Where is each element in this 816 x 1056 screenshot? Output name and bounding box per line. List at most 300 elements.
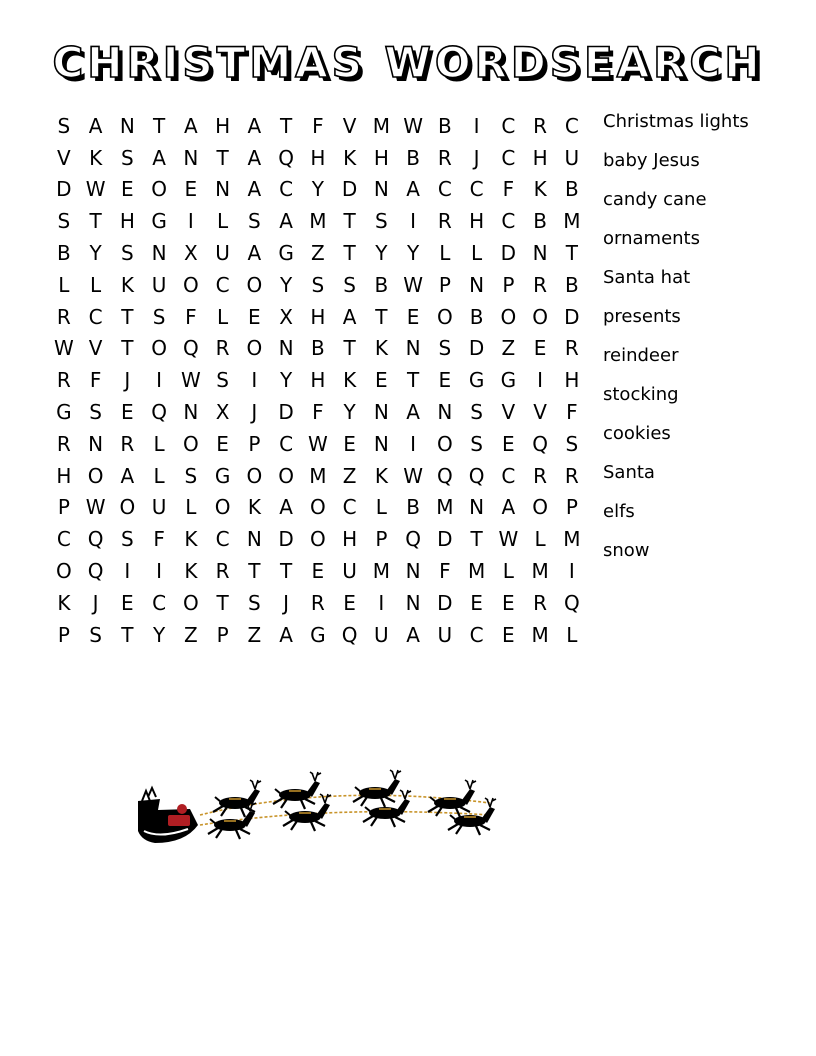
grid-letter: Z bbox=[247, 622, 262, 647]
grid-letter: P bbox=[375, 527, 388, 552]
grid-letter: T bbox=[280, 113, 293, 138]
grid-letter: U bbox=[215, 241, 230, 266]
grid-letter: Q bbox=[87, 559, 104, 584]
grid-letter: L bbox=[185, 495, 197, 520]
grid-letter: L bbox=[90, 272, 102, 297]
grid-letter: G bbox=[500, 368, 517, 393]
grid-letter: H bbox=[310, 145, 326, 170]
grid-letter: B bbox=[57, 241, 71, 266]
grid-letter: Z bbox=[501, 336, 516, 361]
grid-letter: I bbox=[568, 559, 575, 584]
grid-letter: U bbox=[151, 495, 167, 520]
grid-letter: Y bbox=[280, 272, 293, 297]
letter-grid bbox=[48, 110, 588, 651]
grid-letter: N bbox=[119, 113, 135, 138]
grid-letter: S bbox=[565, 431, 579, 456]
grid-letter: V bbox=[533, 400, 547, 425]
grid-letter: D bbox=[437, 590, 453, 615]
grid-letter: A bbox=[279, 622, 293, 647]
grid-letter: W bbox=[53, 336, 74, 361]
grid-letter: C bbox=[469, 177, 484, 202]
grid-letter: C bbox=[279, 177, 294, 202]
grid-letter: U bbox=[374, 622, 389, 647]
grid-letter: O bbox=[246, 272, 263, 297]
grid-letter: T bbox=[121, 336, 134, 361]
reindeer-icon bbox=[213, 780, 261, 817]
grid-letter: N bbox=[183, 400, 199, 425]
grid-letter: S bbox=[248, 590, 261, 615]
grid-letter: R bbox=[564, 463, 579, 488]
grid-letter: W bbox=[307, 431, 328, 456]
grid-letter: Y bbox=[311, 177, 324, 202]
grid-letter: H bbox=[469, 209, 485, 234]
grid-letter: N bbox=[405, 590, 421, 615]
grid-letter: K bbox=[89, 145, 103, 170]
grid-letter: L bbox=[534, 527, 546, 552]
grid-letter: S bbox=[121, 145, 134, 170]
word-list-item: baby Jesus bbox=[603, 150, 700, 171]
grid-letter: Q bbox=[183, 336, 199, 361]
grid-letter: K bbox=[343, 368, 357, 393]
grid-letter: R bbox=[437, 145, 452, 170]
grid-letter: D bbox=[341, 177, 358, 202]
grid-letter: W bbox=[403, 113, 424, 138]
grid-letter: E bbox=[311, 559, 325, 584]
grid-letter: A bbox=[279, 495, 293, 520]
grid-letter: Y bbox=[375, 241, 388, 266]
grid-letter: E bbox=[470, 590, 483, 615]
grid-letter: R bbox=[215, 336, 230, 361]
grid-letter: S bbox=[311, 272, 325, 297]
word-list-item: candy cane bbox=[603, 189, 707, 210]
grid-letter: L bbox=[58, 272, 70, 297]
grid-letter: P bbox=[57, 622, 70, 647]
grid-letter: O bbox=[151, 336, 167, 361]
grid-letter: B bbox=[565, 177, 579, 202]
grid-letter: V bbox=[501, 400, 516, 425]
word-list-item: snow bbox=[603, 540, 650, 561]
grid-letter: C bbox=[56, 527, 71, 552]
grid-letter: F bbox=[566, 400, 578, 425]
grid-letter: O bbox=[183, 590, 199, 615]
grid-letter: K bbox=[374, 463, 388, 488]
grid-letter: S bbox=[184, 463, 198, 488]
grid-letter: H bbox=[373, 145, 389, 170]
word-list-item: Santa bbox=[603, 462, 655, 483]
grid-letter: E bbox=[438, 368, 452, 393]
grid-letter: Y bbox=[343, 400, 356, 425]
grid-letter: C bbox=[215, 272, 230, 297]
reindeer-icon bbox=[273, 772, 321, 809]
grid-letter: J bbox=[92, 590, 99, 615]
grid-letter: N bbox=[469, 495, 485, 520]
grid-letter: O bbox=[532, 495, 548, 520]
grid-letter: F bbox=[89, 368, 102, 393]
grid-letter: L bbox=[375, 495, 387, 520]
grid-letter: C bbox=[215, 527, 230, 552]
word-list-item: Santa hat bbox=[603, 267, 691, 288]
grid-letter: Z bbox=[311, 241, 325, 266]
grid-letter: M bbox=[436, 495, 454, 520]
grid-letter: X bbox=[184, 241, 198, 266]
grid-letter: O bbox=[183, 272, 199, 297]
grid-letter: T bbox=[280, 559, 293, 584]
grid-letter: C bbox=[342, 495, 357, 520]
grid-letter: E bbox=[184, 177, 198, 202]
grid-letter: O bbox=[500, 304, 517, 329]
grid-letter: Q bbox=[468, 463, 485, 488]
grid-letter: F bbox=[312, 400, 324, 425]
grid-letter: C bbox=[501, 145, 516, 170]
grid-letter: Z bbox=[184, 622, 198, 647]
grid-letter: M bbox=[309, 209, 327, 234]
grid-letter: N bbox=[246, 527, 262, 552]
grid-letter: M bbox=[531, 559, 549, 584]
grid-letter: L bbox=[217, 209, 229, 234]
grid-letter: S bbox=[121, 527, 134, 552]
grid-letter: U bbox=[564, 145, 580, 170]
grid-letter: J bbox=[251, 400, 258, 425]
grid-letter: R bbox=[533, 113, 548, 138]
grid-letter: R bbox=[437, 209, 452, 234]
word-list-item: cookies bbox=[603, 423, 671, 444]
grid-letter: E bbox=[502, 431, 515, 456]
grid-letter: K bbox=[120, 272, 134, 297]
grid-letter: B bbox=[311, 336, 325, 361]
grid-letter: P bbox=[57, 495, 70, 520]
grid-letter: X bbox=[215, 400, 230, 425]
grid-letter: E bbox=[248, 304, 261, 329]
grid-letter: S bbox=[375, 209, 388, 234]
grid-letter: I bbox=[251, 368, 258, 393]
grid-letter: W bbox=[403, 272, 424, 297]
grid-letter: M bbox=[563, 527, 581, 552]
grid-letter: B bbox=[406, 495, 420, 520]
grid-letter: C bbox=[469, 622, 484, 647]
grid-letter: R bbox=[533, 590, 548, 615]
grid-letter: T bbox=[407, 368, 420, 393]
word-list-item: presents bbox=[603, 306, 681, 327]
grid-letter: R bbox=[310, 590, 325, 615]
grid-letter: P bbox=[565, 495, 578, 520]
grid-letter: N bbox=[532, 241, 548, 266]
grid-letter: N bbox=[437, 400, 453, 425]
grid-letter: H bbox=[215, 113, 231, 138]
grid-letter: D bbox=[56, 177, 72, 202]
grid-letter: B bbox=[469, 304, 484, 329]
grid-letter: C bbox=[501, 463, 516, 488]
grid-letter: E bbox=[502, 590, 515, 615]
grid-letter: M bbox=[372, 113, 390, 138]
grid-letter: L bbox=[217, 304, 229, 329]
grid-letter: J bbox=[283, 590, 290, 615]
grid-letter: E bbox=[533, 336, 547, 361]
grid-letter: N bbox=[373, 177, 389, 202]
grid-letter: B bbox=[406, 145, 420, 170]
grid-letter: V bbox=[88, 336, 103, 361]
grid-letter: R bbox=[120, 431, 135, 456]
grid-letter: T bbox=[565, 241, 578, 266]
grid-letter: K bbox=[184, 527, 198, 552]
grid-letter: O bbox=[310, 527, 326, 552]
grid-letter: G bbox=[310, 622, 326, 647]
word-list bbox=[603, 108, 749, 576]
grid-letter: G bbox=[468, 368, 485, 393]
sleigh-icon bbox=[138, 788, 198, 843]
grid-letter: P bbox=[248, 431, 261, 456]
grid-letter: P bbox=[438, 272, 451, 297]
grid-letter: O bbox=[119, 495, 136, 520]
grid-letter: Q bbox=[564, 590, 580, 615]
grid-letter: K bbox=[184, 559, 198, 584]
grid-letter: A bbox=[501, 495, 516, 520]
grid-letter: O bbox=[246, 336, 263, 361]
grid-letter: M bbox=[531, 622, 549, 647]
grid-letter: V bbox=[57, 145, 71, 170]
grid-letter: W bbox=[85, 177, 106, 202]
grid-letter: D bbox=[564, 304, 580, 329]
grid-letter: Q bbox=[437, 463, 453, 488]
grid-letter: T bbox=[121, 304, 134, 329]
grid-letter: O bbox=[246, 463, 263, 488]
grid-letter: A bbox=[406, 400, 420, 425]
grid-letter: K bbox=[343, 145, 357, 170]
grid-letter: Y bbox=[280, 368, 293, 393]
grid-letter: T bbox=[248, 559, 261, 584]
grid-letter: L bbox=[502, 559, 514, 584]
word-list-item: elfs bbox=[603, 501, 635, 522]
grid-letter: O bbox=[214, 495, 231, 520]
grid-letter: D bbox=[468, 336, 485, 361]
grid-letter: A bbox=[120, 463, 135, 488]
grid-letter: M bbox=[467, 559, 486, 584]
grid-letter: T bbox=[343, 336, 356, 361]
sleigh-reindeer-illustration bbox=[130, 765, 510, 855]
grid-letter: I bbox=[124, 559, 131, 584]
grid-letter: N bbox=[373, 431, 389, 456]
grid-letter: L bbox=[439, 241, 451, 266]
grid-letter: Z bbox=[342, 463, 357, 488]
grid-letter: Y bbox=[89, 241, 102, 266]
grid-letter: G bbox=[151, 209, 167, 234]
grid-letter: S bbox=[89, 400, 102, 425]
grid-letter: G bbox=[56, 400, 72, 425]
grid-letter: N bbox=[151, 241, 167, 266]
grid-letter: S bbox=[438, 336, 452, 361]
page-title: CHRISTMAS WORDSEARCH bbox=[52, 38, 764, 87]
grid-letter: I bbox=[187, 209, 194, 234]
grid-letter: F bbox=[502, 177, 515, 202]
grid-letter: H bbox=[310, 368, 326, 393]
grid-letter: A bbox=[247, 241, 262, 266]
reindeer-icon bbox=[353, 770, 401, 807]
grid-letter: L bbox=[153, 431, 165, 456]
grid-letter: Q bbox=[278, 145, 294, 170]
grid-letter: O bbox=[278, 463, 294, 488]
grid-letter: A bbox=[406, 622, 420, 647]
grid-letter: A bbox=[88, 113, 103, 138]
word-list-item: Christmas lights bbox=[603, 111, 749, 132]
grid-letter: O bbox=[151, 177, 167, 202]
grid-letter: N bbox=[405, 559, 421, 584]
grid-letter: F bbox=[439, 559, 451, 584]
grid-letter: I bbox=[473, 113, 480, 138]
grid-letter: S bbox=[89, 622, 102, 647]
grid-letter: W bbox=[180, 368, 201, 393]
grid-letter: S bbox=[343, 272, 356, 297]
grid-letter: W bbox=[498, 527, 519, 552]
grid-letter: W bbox=[403, 463, 424, 488]
grid-letter: I bbox=[156, 559, 163, 584]
grid-letter: B bbox=[438, 113, 452, 138]
grid-letter: G bbox=[214, 463, 231, 488]
grid-letter: T bbox=[89, 209, 102, 234]
grid-letter: S bbox=[470, 400, 483, 425]
grid-letter: T bbox=[343, 241, 356, 266]
grid-letter: E bbox=[502, 622, 515, 647]
grid-letter: A bbox=[247, 177, 262, 202]
grid-letter: K bbox=[374, 336, 388, 361]
grid-letter: S bbox=[152, 304, 166, 329]
grid-letter: A bbox=[406, 177, 420, 202]
grid-letter: E bbox=[121, 177, 134, 202]
grid-letter: Q bbox=[405, 527, 421, 552]
grid-letter: L bbox=[566, 622, 578, 647]
grid-letter: B bbox=[565, 272, 579, 297]
grid-letter: T bbox=[343, 209, 356, 234]
grid-letter: S bbox=[216, 368, 229, 393]
grid-letter: C bbox=[152, 590, 167, 615]
grid-letter: Q bbox=[87, 527, 104, 552]
grid-letter: R bbox=[56, 368, 71, 393]
grid-letter: B bbox=[533, 209, 547, 234]
grid-letter: S bbox=[121, 241, 134, 266]
grid-letter: N bbox=[405, 336, 421, 361]
grid-letter: S bbox=[248, 209, 261, 234]
grid-letter: U bbox=[151, 272, 167, 297]
grid-letter: R bbox=[533, 463, 548, 488]
grid-letter: E bbox=[121, 400, 134, 425]
grid-letter: C bbox=[501, 113, 516, 138]
grid-letter: R bbox=[564, 336, 579, 361]
grid-letter: N bbox=[373, 400, 389, 425]
grid-letter: T bbox=[121, 622, 134, 647]
grid-letter: H bbox=[119, 209, 135, 234]
grid-letter: A bbox=[247, 145, 262, 170]
grid-letter: O bbox=[310, 495, 326, 520]
grid-letter: O bbox=[87, 463, 104, 488]
grid-letter: C bbox=[437, 177, 452, 202]
grid-letter: I bbox=[410, 431, 417, 456]
grid-letter: A bbox=[247, 113, 262, 138]
grid-letter: E bbox=[121, 590, 134, 615]
grid-letter: E bbox=[343, 431, 356, 456]
grid-letter: U bbox=[342, 559, 357, 584]
grid-letter: I bbox=[537, 368, 544, 393]
grid-letter: P bbox=[216, 622, 229, 647]
grid-letter: T bbox=[375, 304, 388, 329]
grid-letter: C bbox=[564, 113, 579, 138]
grid-letter: A bbox=[342, 304, 357, 329]
grid-letter: Q bbox=[341, 622, 358, 647]
grid-letter: C bbox=[501, 209, 516, 234]
grid-letter: N bbox=[469, 272, 485, 297]
grid-letter: K bbox=[247, 495, 261, 520]
grid-letter: I bbox=[156, 368, 163, 393]
grid-letter: A bbox=[184, 113, 198, 138]
grid-letter: T bbox=[216, 145, 229, 170]
grid-letter: Y bbox=[407, 241, 420, 266]
grid-letter: O bbox=[183, 431, 199, 456]
grid-letter: A bbox=[152, 145, 166, 170]
grid-letter: K bbox=[57, 590, 71, 615]
grid-letter: D bbox=[278, 527, 294, 552]
grid-letter: Y bbox=[153, 622, 166, 647]
grid-letter: H bbox=[310, 304, 326, 329]
grid-letter: U bbox=[437, 622, 453, 647]
grid-letter: N bbox=[278, 336, 294, 361]
grid-letter: A bbox=[279, 209, 293, 234]
grid-letter: X bbox=[279, 304, 293, 329]
word-list-item: stocking bbox=[603, 384, 679, 405]
grid-letter: E bbox=[216, 431, 229, 456]
grid-letter: C bbox=[279, 431, 294, 456]
grid-letter: L bbox=[153, 463, 165, 488]
grid-letter: C bbox=[88, 304, 103, 329]
grid-letter: R bbox=[56, 431, 71, 456]
grid-letter: R bbox=[215, 559, 230, 584]
grid-letter: D bbox=[278, 400, 294, 425]
grid-letter: F bbox=[153, 527, 165, 552]
grid-letter: B bbox=[374, 272, 389, 297]
grid-letter: I bbox=[378, 590, 385, 615]
grid-letter: N bbox=[88, 431, 104, 456]
grid-letter: H bbox=[56, 463, 72, 488]
grid-letter: I bbox=[410, 209, 417, 234]
grid-letter: V bbox=[342, 113, 357, 138]
grid-letter: H bbox=[564, 368, 580, 393]
grid-letter: N bbox=[215, 177, 231, 202]
grid-letter: H bbox=[532, 145, 548, 170]
grid-letter: E bbox=[375, 368, 388, 393]
grid-letter: R bbox=[533, 272, 548, 297]
grid-letter: M bbox=[309, 463, 327, 488]
grid-letter: F bbox=[312, 113, 324, 138]
grid-letter: K bbox=[533, 177, 547, 202]
grid-letter: M bbox=[372, 559, 390, 584]
grid-letter: T bbox=[470, 527, 483, 552]
grid-letter: Q bbox=[532, 431, 548, 456]
word-list-item: reindeer bbox=[603, 345, 679, 366]
grid-letter: F bbox=[185, 304, 197, 329]
grid-letter: S bbox=[57, 209, 71, 234]
grid-letter: O bbox=[56, 559, 72, 584]
grid-letter: T bbox=[216, 590, 229, 615]
grid-letter: S bbox=[470, 431, 483, 456]
grid-letter: D bbox=[437, 527, 453, 552]
grid-letter: Q bbox=[151, 400, 167, 425]
grid-letter: O bbox=[532, 304, 548, 329]
grid-letter: E bbox=[343, 590, 356, 615]
grid-letter: W bbox=[85, 495, 106, 520]
grid-letter: J bbox=[124, 368, 131, 393]
reindeer-icon bbox=[428, 780, 476, 817]
grid-letter: E bbox=[406, 304, 420, 329]
grid-letter: G bbox=[278, 241, 294, 266]
grid-letter: R bbox=[56, 304, 71, 329]
grid-letter: H bbox=[342, 527, 358, 552]
word-list-item: ornaments bbox=[603, 228, 700, 249]
